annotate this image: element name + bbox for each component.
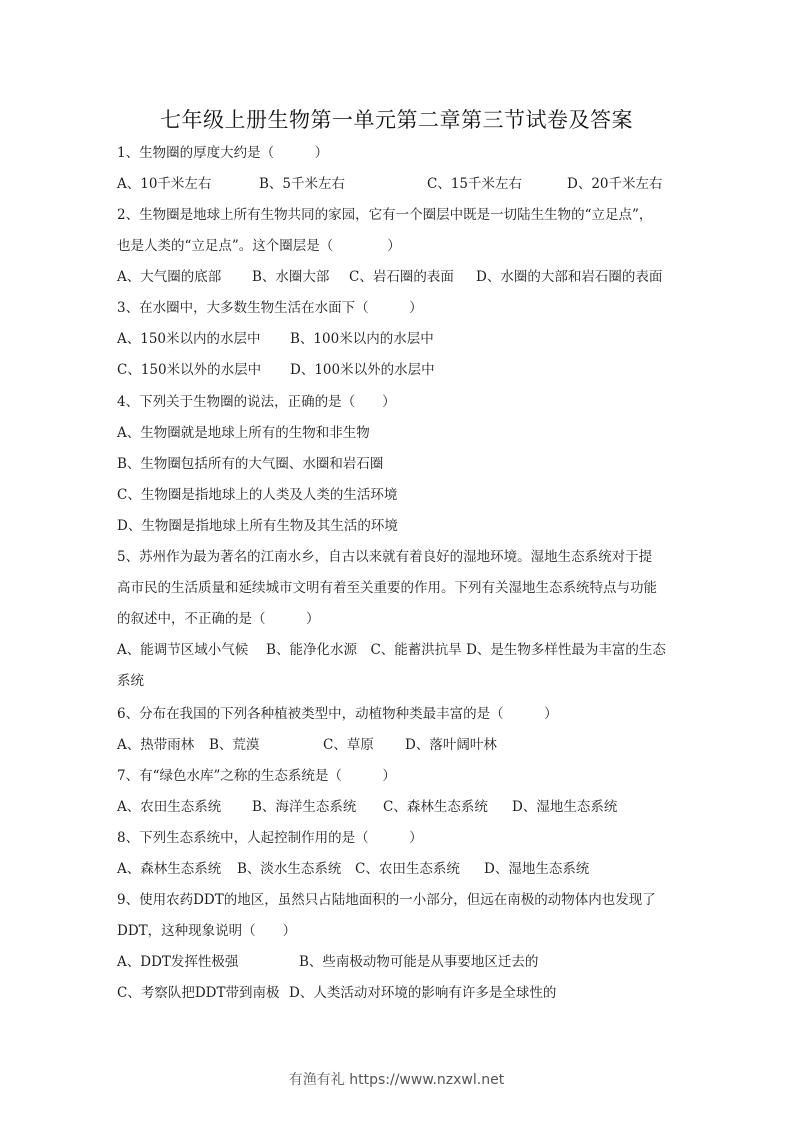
answer-option: D、湿地生态系统: [484, 861, 590, 877]
question-stem: 7、有“绿色水库”之称的生态系统是（ ）: [117, 768, 396, 784]
answer-option: C、15千米左右: [427, 176, 523, 192]
question-stem: 高市民的生活质量和延续城市文明有着至关重要的作用。下列有关湿地生态系统特点与功能: [117, 580, 657, 596]
answer-option: B、荒漠: [209, 737, 260, 753]
answer-option: B、些南极动物可能是从事要地区迁去的: [299, 954, 539, 970]
answer-option: D、水圈的大部和岩石圈的表面: [476, 269, 663, 285]
question-stem: 4、下列关于生物圈的说法，正确的是（ ）: [117, 394, 396, 410]
question-stem: 1、生物圈的厚度大约是（ ）: [117, 145, 329, 161]
question-stem: 的叙述中，不正确的是（ ）: [117, 611, 320, 627]
answer-option: C、150米以外的水层中: [117, 362, 262, 378]
answer-option: A、150米以内的水层中: [117, 331, 261, 347]
question-stem: 6、分布在我国的下列各种植被类型中，动植物种类最丰富的是（ ）: [117, 706, 558, 722]
answer-option: A、生物圈就是地球上所有的生物和非生物: [117, 425, 370, 441]
answer-option: D、生物圈是指地球上所有生物及其生活的环境: [117, 518, 398, 534]
question-stem: 8、下列生态系统中，人起控制作用的是（ ）: [117, 830, 423, 846]
answer-option: A、农田生态系统: [117, 799, 222, 815]
answer-option: D、人类活动对环境的影响有许多是全球性的: [289, 985, 557, 1001]
answer-option: B、海洋生态系统: [252, 799, 357, 815]
answer-option: D、20千米左右: [567, 176, 663, 192]
question-stem: 3、在水圈中，大多数生物生活在水面下（ ）: [117, 300, 423, 316]
answer-option: C、农田生态系统: [355, 861, 460, 877]
answer-option: C、草原: [323, 737, 374, 753]
footer-watermark: 有渔有礼 https://www.nzxwl.net: [288, 1072, 505, 1088]
question-stem: 9、使用农药DDT的地区，虽然只占陆地面积的一小部分，但远在南极的动物体内也发现了: [117, 892, 656, 908]
answer-option: D、落叶阔叶林: [405, 737, 497, 753]
answer-option: B、淡水生态系统: [237, 861, 342, 877]
answer-option: C、森林生态系统: [383, 799, 488, 815]
answer-option: A、热带雨林: [117, 737, 195, 753]
answer-option: B、5千米左右: [259, 176, 346, 192]
answer-option: B、水圈大部: [252, 269, 330, 285]
question-stem: 5、苏州作为最为著名的江南水乡，自古以来就有着良好的湿地环境。湿地生态系统对于提: [117, 549, 653, 565]
answer-option: B、100米以内的水层中: [290, 331, 434, 347]
answer-option: A、能调节区域小气候 B、能净化水源 C、能蓄洪抗旱 D、是生物多样性最为丰富的生态: [117, 642, 666, 658]
answer-option: A、DDT发挥性极强: [117, 954, 239, 970]
answer-option: A、森林生态系统: [117, 861, 222, 877]
answer-option: D、湿地生态系统: [512, 799, 618, 815]
answer-option: D、100米以外的水层中: [290, 362, 435, 378]
question-stem: DDT，这种现象说明（ ）: [117, 923, 297, 939]
answer-option: B、生物圈包括所有的大气圈、水圈和岩石圈: [117, 456, 384, 472]
question-stem: 也是人类的“立足点”。这个圈层是（ ）: [117, 238, 401, 254]
answer-option: C、生物圈是指地球上的人类及人类的生活环境: [117, 487, 398, 503]
page-title: 七年级上册生物第一单元第二章第三节试卷及答案: [160, 108, 633, 132]
answer-option: C、岩石圈的表面: [349, 269, 454, 285]
answer-option: A、大气圈的底部: [117, 269, 222, 285]
answer-option: C、考察队把DDT带到南极: [117, 985, 280, 1001]
answer-option: 系统: [117, 673, 144, 689]
answer-option: A、10千米左右: [117, 176, 212, 192]
question-stem: 2、生物圈是地球上所有生物共同的家园，它有一个圈层中既是一切陆生生物的“立足点”，: [117, 207, 653, 223]
